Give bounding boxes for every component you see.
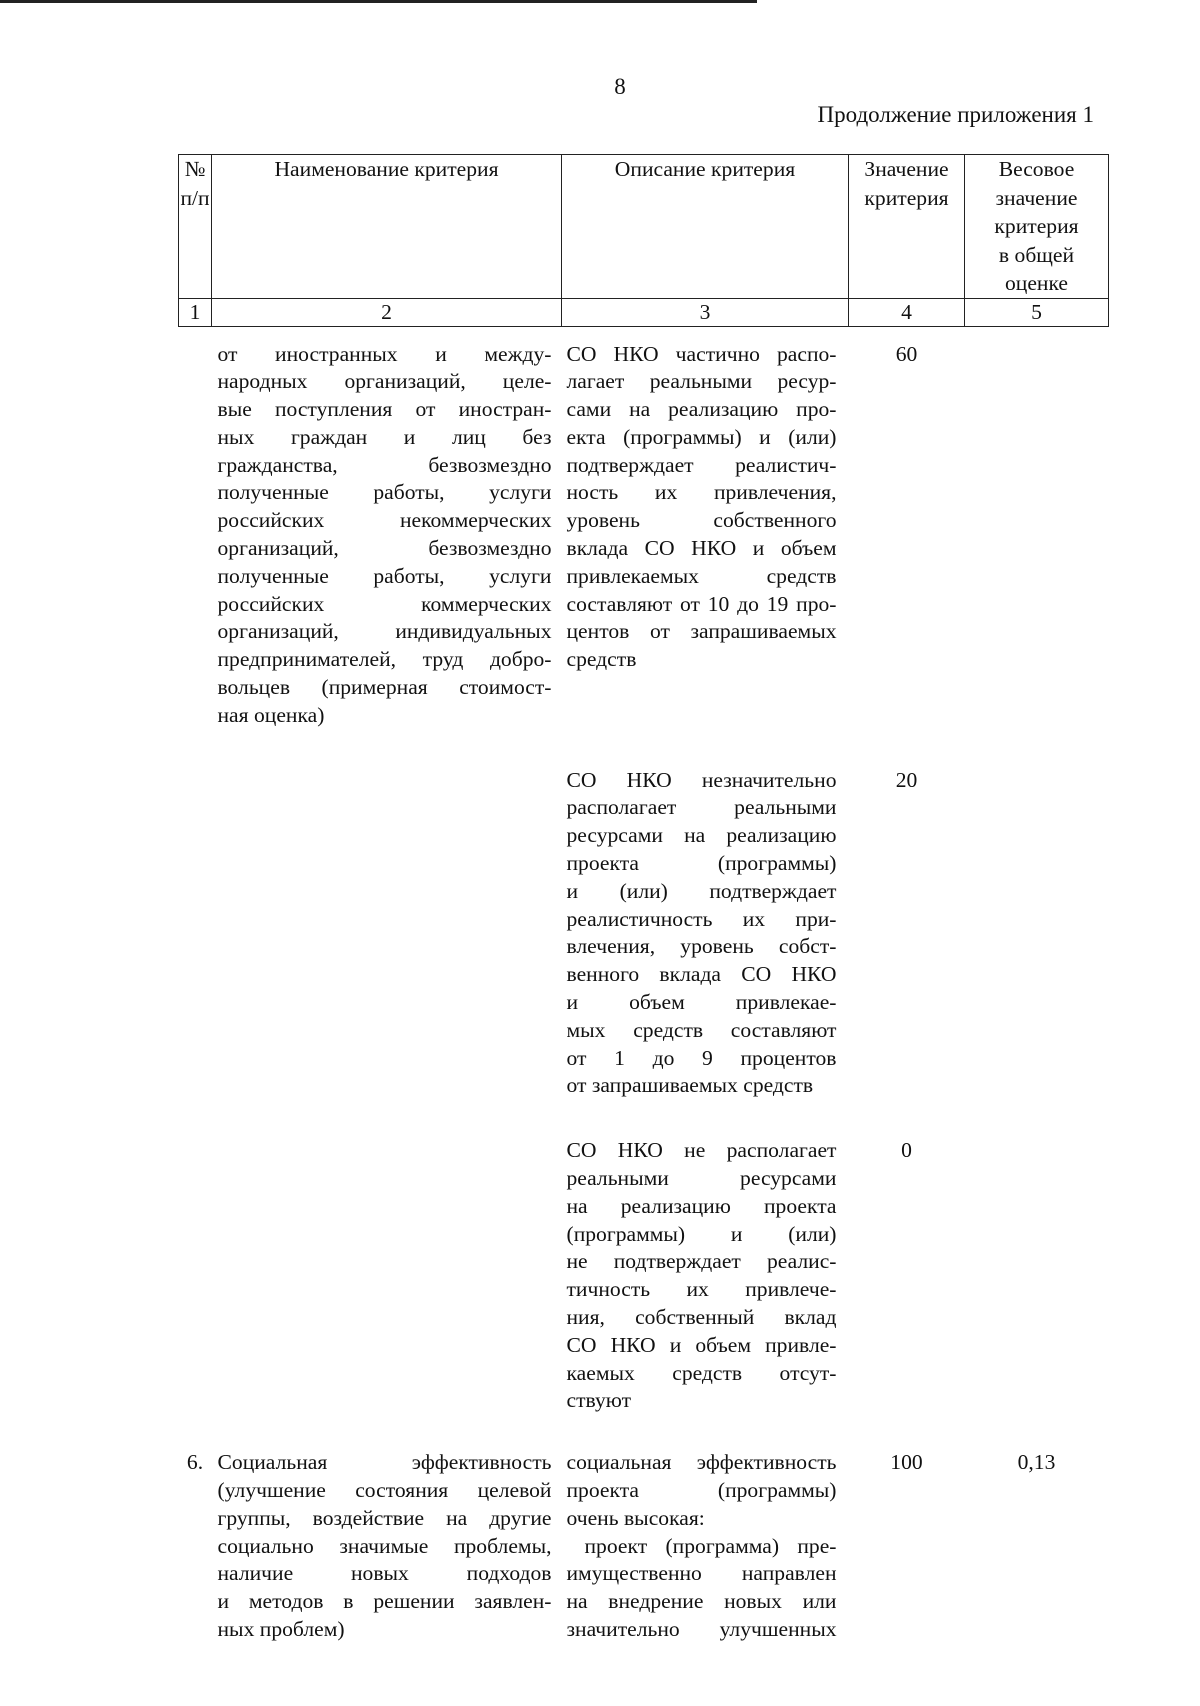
criterion-value: 20	[895, 767, 918, 792]
row-number	[179, 730, 212, 1101]
criterion-weight	[965, 326, 1109, 730]
header-name: Наименование критерия	[212, 155, 562, 299]
continuation-heading: Продолжение приложения 1	[817, 102, 1094, 127]
criterion-name: Социальная эффективность (улучшение состояния целевой группы, воздействие на другие социально значимые проблемы, наличие новых подходов и методов в решении заявлен- ных проблем)	[217, 1450, 552, 1641]
table-row	[179, 1415, 1109, 1644]
column-number: 5	[965, 298, 1109, 326]
column-number-row	[179, 298, 1109, 326]
page-number: 8	[614, 74, 626, 99]
header-no: № п/п	[179, 155, 212, 299]
table-row	[179, 326, 1109, 730]
criterion-name	[212, 730, 562, 1101]
criterion-weight	[965, 730, 1109, 1101]
table-row	[179, 730, 1109, 1101]
header-value: Значение критерия	[849, 155, 965, 299]
header-weight: Весовое значение критерия в общей оценке	[965, 155, 1109, 299]
row-number	[179, 326, 212, 730]
criterion-value: 100	[890, 1450, 923, 1475]
criterion-description: СО НКО частично распо- лагает реальными ресур- сами на реализацию про- екта (программы) и (или) подтверждает реалистич- ность их привлечения, уровень собственного вклада СО НКО и объем привлекаемых средств составляют от 10 до 19 про- центов от запрашиваемых средств	[566, 341, 837, 672]
header-description: Описание критерия	[562, 155, 849, 299]
column-number: 4	[849, 298, 965, 326]
top-edge-line	[0, 0, 757, 3]
criterion-weight: 0,13	[1017, 1450, 1056, 1475]
column-number: 1	[179, 298, 212, 326]
criterion-description: СО НКО незначительно располагает реальными ресурсами на реализацию проекта (программы) и (или) подтверждает реалистичность их при- влечения, уровень собст- венного вклада СО НКО и объем привлекае- мых средств составляют от 1 до 9 процентов от запрашиваемых средств	[566, 767, 837, 1098]
criterion-value: 0	[901, 1138, 912, 1163]
row-number: 6.	[186, 1450, 204, 1475]
row-number	[179, 1100, 212, 1415]
criteria-table	[178, 154, 1109, 1644]
table-row	[179, 1100, 1109, 1415]
column-number: 2	[212, 298, 562, 326]
criterion-weight	[965, 1100, 1109, 1415]
criterion-description: социальная эффективность проекта (программы) очень высокая: проект (программа) пре- имущественно направлен на внедрение новых или значительно улучшенных	[566, 1450, 837, 1641]
table-header-row	[179, 155, 1109, 299]
column-number: 3	[562, 298, 849, 326]
criterion-value: 60	[895, 341, 918, 366]
criterion-description: СО НКО не располагает реальными ресурсами на реализацию проекта (программы) и (или) не подтверждает реалис- тичность их привлече- ния, собственный вклад СО НКО и объем привле- каемых средств отсут- ствуют	[566, 1138, 837, 1413]
criterion-name	[212, 1100, 562, 1415]
criterion-name: от иностранных и между- народных организаций, целе- вые поступления от иностран- ных граждан и лиц без гражданства, безвозмездно полученные работы, услуги российских некоммерческих организаций, безвозмездно полученные работы, услуги российских коммерческих организаций, индивидуальных предпринимателей, труд добро- вольцев (примерная стоимост- ная оценка)	[217, 341, 552, 727]
